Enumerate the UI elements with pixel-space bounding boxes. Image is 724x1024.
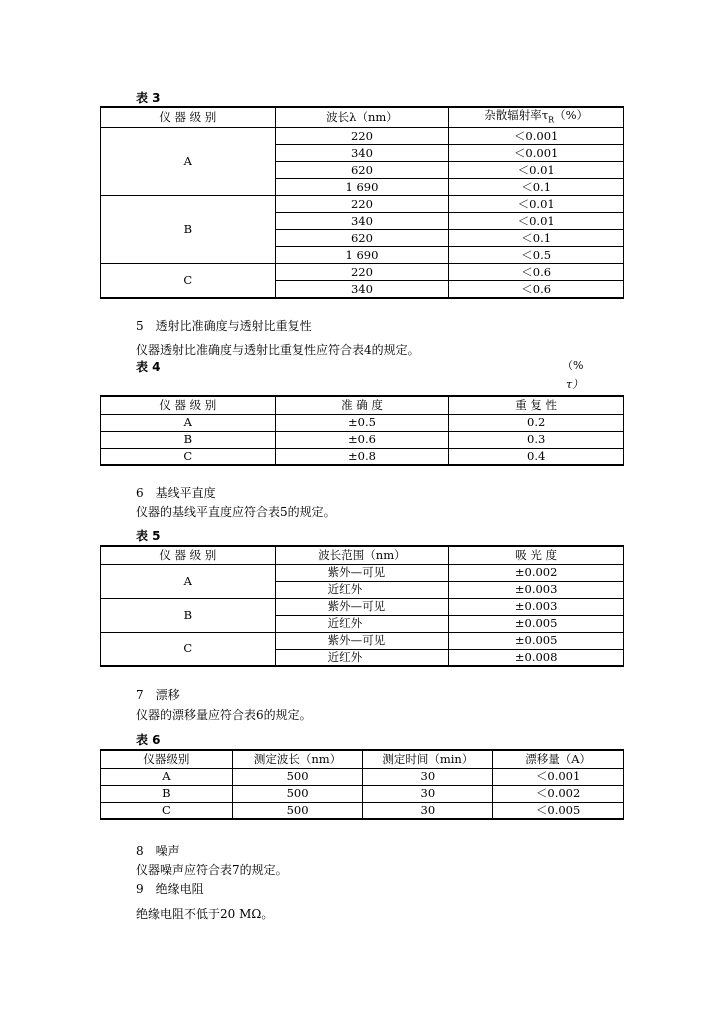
table3-header-stray-label: 杂散辐射率τ [484,108,549,122]
table-cell: 近红外 [275,649,449,666]
table4-header-repeatability: 重 复 性 [449,396,624,414]
table-cell: ＜0.005 [493,802,624,819]
table-cell: 0.4 [449,448,624,465]
table6-caption: 表 6 [136,733,161,747]
table-cell: ±0.5 [275,414,449,431]
section7-body: 仪器的漂移量应符合表6的规定。 [136,708,312,722]
table3-grade-c: C [101,264,276,298]
table-cell: A [101,414,276,431]
table4-caption: 表 4 [136,360,161,374]
table5-grade-a: A [101,564,276,598]
table-cell: 220 [275,128,449,145]
section8-body: 仪器噪声应符合表7的规定。 [136,863,288,877]
table3-grade-b: B [101,196,276,264]
table-cell: ＜0.1 [449,179,624,196]
table-row [101,802,624,819]
table-cell: 220 [275,196,449,213]
table-cell: ±0.005 [449,615,624,632]
section5-body: 仪器透射比准确度与透射比重复性应符合表4的规定。 [136,343,420,357]
section7-heading: 7 漂移 [136,688,180,702]
table-cell: ±0.005 [449,632,624,649]
table3-grade-a: A [101,128,276,196]
table5-caption: 表 5 [136,529,161,543]
table-cell: 500 [232,785,363,802]
table3 [100,106,624,299]
section6-heading: 6 基线平直度 [136,486,216,500]
table-cell: 340 [275,281,449,298]
table5 [100,545,624,667]
table-cell: 0.3 [449,431,624,448]
table-cell: 620 [275,162,449,179]
table-row [101,431,624,448]
table-cell: 30 [363,768,493,785]
table4-unit-line1: （% [562,359,584,372]
table-cell: ±0.003 [449,598,624,615]
table-cell: A [101,768,233,785]
table-cell: ＜0.1 [449,230,624,247]
table-cell: 近红外 [275,581,449,598]
table-cell: ＜0.001 [449,128,624,145]
table-cell: 1 690 [275,247,449,264]
table-cell: C [101,802,233,819]
section5-heading: 5 透射比准确度与透射比重复性 [136,319,312,333]
section8-heading: 8 噪声 [136,844,180,858]
table5-header-range: 波长范围（nm） [275,546,449,564]
table-cell: ＜0.5 [449,247,624,264]
table-cell: 220 [275,264,449,281]
table-cell: 紫外—可见 [275,564,449,581]
table3-header-stray-sub: R [548,115,555,125]
table-cell: 340 [275,213,449,230]
table-cell: 500 [232,768,363,785]
table4-header-accuracy: 准 确 度 [275,396,449,414]
table-cell: 紫外—可见 [275,632,449,649]
table-cell: C [101,448,276,465]
table3-header-wavelength: 波长λ（nm） [275,107,449,128]
section9-heading: 9 绝缘电阻 [136,882,204,896]
table-cell: ±0.6 [275,431,449,448]
table-cell: 620 [275,230,449,247]
table-cell: ＜0.01 [449,196,624,213]
table6 [100,749,624,820]
section9-body: 绝缘电阻不低于20 MΩ。 [136,907,274,921]
table4-unit-line2: τ） [566,378,584,391]
table6-header-wavelength: 测定波长（nm） [232,750,363,768]
table-cell: 紫外—可见 [275,598,449,615]
table-cell: ＜0.01 [449,162,624,179]
table5-header-grade: 仪 器 级 别 [101,546,276,564]
table-cell: B [101,431,276,448]
table-cell: 30 [363,785,493,802]
table6-header-grade: 仪器级别 [101,750,233,768]
table-cell: ±0.003 [449,581,624,598]
table-cell: 近红外 [275,615,449,632]
table-row [101,448,624,465]
table-cell: ＜0.001 [449,145,624,162]
table-cell: 340 [275,145,449,162]
table-cell: ＜0.6 [449,264,624,281]
table3-header-grade: 仪 器 级 别 [101,107,276,128]
table4 [100,395,624,466]
table5-grade-b: B [101,598,276,632]
table6-header-time: 测定时间（min） [363,750,493,768]
table3-caption: 表 3 [136,91,161,105]
section6-body: 仪器的基线平直度应符合表5的规定。 [136,505,336,519]
table-cell: B [101,785,233,802]
table-cell: ±0.002 [449,564,624,581]
table-cell: 500 [232,802,363,819]
table-cell: 0.2 [449,414,624,431]
table5-header-absorbance: 吸 光 度 [449,546,624,564]
table-cell: ＜0.01 [449,213,624,230]
table-cell: ±0.008 [449,649,624,666]
table-cell: ＜0.002 [493,785,624,802]
table6-header-drift: 漂移量（A） [493,750,624,768]
table5-grade-c: C [101,632,276,666]
table-cell: 1 690 [275,179,449,196]
table-cell: ±0.8 [275,448,449,465]
table-row [101,785,624,802]
table-row [101,768,624,785]
table3-header-stray-unit: （%） [554,108,589,122]
table4-header-grade: 仪 器 级 别 [101,396,276,414]
table-cell: 30 [363,802,493,819]
table-cell: ＜0.001 [493,768,624,785]
table3-header-stray [449,107,624,128]
table-row [101,414,624,431]
table-cell: ＜0.6 [449,281,624,298]
